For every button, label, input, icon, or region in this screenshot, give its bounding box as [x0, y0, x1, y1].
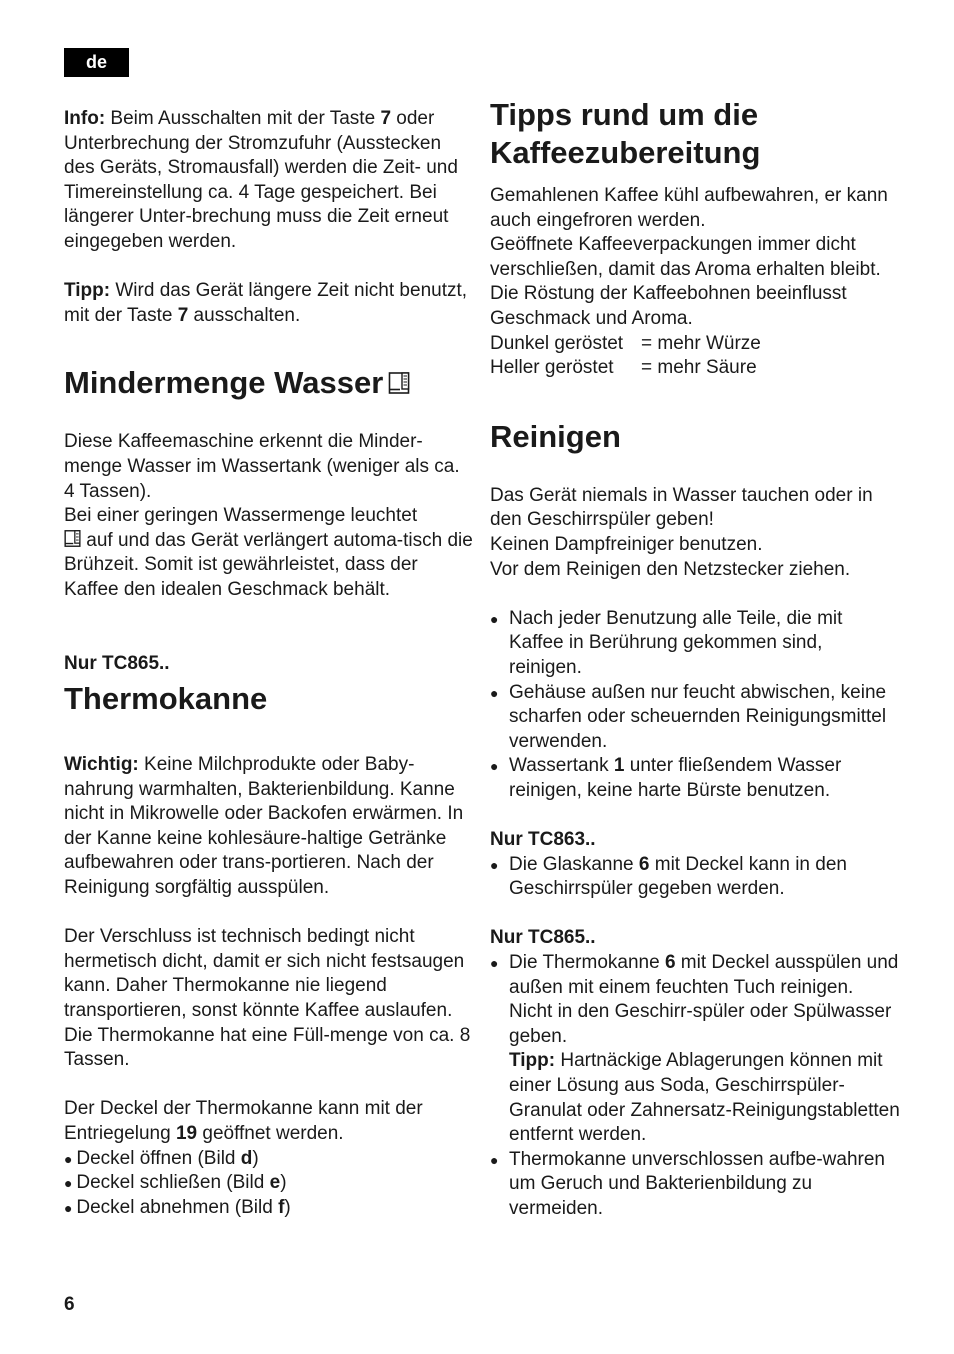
deckel-paragraph: Der Deckel der Thermokanne kann mit der Entriegelung 19 geöffnet werden.	[64, 1098, 423, 1144]
nur-tc863-label: Nur TC863..	[490, 829, 596, 851]
list-item: ● Deckel öffnen (Bild d)	[64, 1147, 474, 1172]
nur-tc865-label-right: Nur TC865..	[490, 927, 596, 949]
tc863-list	[490, 853, 900, 902]
reinigen-p1: Das Gerät niemals in Wasser tauchen oder in den Geschirrspüler geben!	[490, 484, 873, 531]
verschluss-paragraph: Der Verschluss ist technisch bedingt nicht hermetisch dicht, damit er sich nicht festsaugen kann. Daher Thermokanne nie liegend transportieren, sonst könnte Kaffee auslaufen. Die Thermokanne hat eine Füll-menge von ca. 8 Tassen.	[64, 926, 471, 1071]
list-item: ● Wassertank 1 unter fließendem Wasser reinigen, keine harte Bürste benutzen.	[490, 754, 900, 803]
water-tank-icon	[388, 371, 410, 395]
tipps-p1: Gemahlenen Kaffee kühl aufbewahren, er kann auch eingefroren werden.	[490, 185, 888, 231]
heading-mindermenge-wrap	[64, 364, 474, 402]
mindermenge-p1: Diese Kaffeemaschine erkennt die Minder-menge Wasser im Wassertank (weniger als ca. 4 Tassen).	[64, 431, 460, 502]
deckel-list	[64, 1147, 474, 1221]
reinigen-p2: Keinen Dampfreiniger benutzen.	[490, 533, 763, 555]
page-number: 6	[64, 1294, 75, 1315]
right-column	[490, 97, 900, 1222]
heading-reinigen: Reinigen	[490, 418, 621, 454]
wichtig-paragraph: Wichtig: Keine Milchprodukte oder Baby-nahrung warmhalten, Bakterienbildung. Kanne nicht in Mikrowelle oder Backofen erwärmen. In der Kanne keine kohlesäure-haltige Getränke aufbewahren oder trans-portieren. Nach der Reinigung sorgfältig ausspülen.	[64, 754, 464, 899]
mindermenge-p2: Bei einer geringen Wassermenge leuchtet auf und das Gerät verlängert automa-tisch die Brühzeit. Somit ist gewährleistet, dass der Kaffee den idealen Geschmack behält.	[64, 505, 473, 600]
heading-mindermenge: Mindermenge Wasser	[64, 365, 384, 401]
reinigen-p3: Vor dem Reinigen den Netzstecker ziehen.	[490, 558, 851, 580]
nur-tc865-label: Nur TC865..	[64, 652, 170, 674]
tipps-p3: Die Röstung der Kaffeebohnen beeinflusst Geschmack und Aroma.	[490, 283, 847, 329]
list-item: ● Gehäuse außen nur feucht abwischen, keine scharfen oder scheuernden Reinigungsmittel verwenden.	[490, 681, 900, 755]
heading-tipps: Tipps rund um die Kaffeezubereitung	[490, 97, 761, 170]
tc865-list	[490, 951, 900, 1222]
language-tag: de	[64, 48, 129, 77]
reinigen-list	[490, 607, 900, 804]
list-item: ● Thermokanne unverschlossen aufbe-wahren um Geruch und Bakterienbildung zu vermeiden.	[490, 1148, 900, 1222]
list-item: ● Die Thermokanne 6 mit Deckel ausspülen und außen mit einem feuchten Tuch reinigen. Nicht in den Geschirr-spüler oder Spülwasser geben. Tipp: Hartnäckige Ablagerungen können mit einer Lösung aus Soda, Geschirrspüler-Granulat oder Zahnersatz-Reinigungstabletten entfernt werden.	[490, 951, 900, 1148]
list-item: ● Nach jeder Benutzung alle Teile, die mit Kaffee in Berührung gekommen sind, reinigen.	[490, 607, 900, 681]
heading-thermokanne: Thermokanne	[64, 681, 268, 717]
tipps-heller: Heller geröstet = mehr Säure	[490, 357, 757, 379]
tipp-paragraph: Tipp: Wird das Gerät längere Zeit nicht benutzt, mit der Taste 7 ausschalten.	[64, 280, 468, 326]
info-paragraph: Info: Beim Ausschalten mit der Taste 7 oder Unterbrechung der Stromzufuhr (Ausstecken des Geräts, Stromausfall) werden die Zeit- und Timereinstellung ca. 4 Tage gespeichert. Bei längerer Unter-brechung muss die Zeit erneut eingegeben werden.	[64, 108, 458, 252]
water-tank-icon	[64, 529, 81, 548]
tipps-p2: Geöffnete Kaffeeverpackungen immer dicht verschließen, damit das Aroma erhalten bleibt.	[490, 234, 881, 280]
tipps-dunkel: Dunkel geröstet = mehr Würze	[490, 332, 761, 354]
list-item: ● Deckel abnehmen (Bild f)	[64, 1196, 474, 1221]
list-item: ● Deckel schließen (Bild e)	[64, 1171, 474, 1196]
left-column	[64, 100, 474, 1220]
list-item: ● Die Glaskanne 6 mit Deckel kann in den Geschirrspüler gegeben werden.	[490, 853, 900, 902]
